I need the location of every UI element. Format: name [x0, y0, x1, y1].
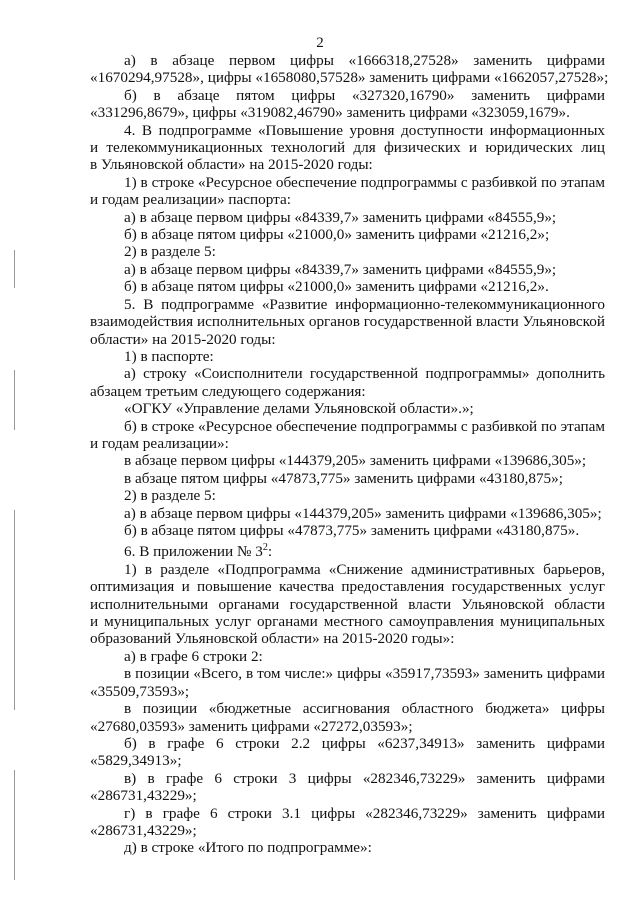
text-line: [90, 104, 605, 121]
text-line: [90, 613, 605, 630]
text-line-content: б) в графе 6 строки 2.2 цифры «6237,34913» заменить цифрами: [124, 734, 605, 752]
text-line-content: «5829,34913»;: [90, 752, 182, 770]
text-line: [90, 839, 605, 856]
text-line: [90, 69, 609, 87]
text-line: [90, 331, 605, 348]
text-line: [90, 122, 605, 139]
text-line-content: а) в абзаце первом цифры «84339,7» заменить цифрами «84555,9»;: [124, 260, 557, 278]
text-line: [90, 296, 605, 313]
text-line-content: а) в графе 6 строки 2:: [124, 647, 263, 665]
text-line: [90, 209, 605, 226]
text-line-content: «35509,73593»;: [90, 682, 190, 700]
text-line: [90, 665, 605, 682]
text-line-content: 5. В подпрограмме «Развитие информационно-телекоммуникационного: [124, 295, 605, 313]
text-line-content: абзацем третьим следующего содержания:: [90, 382, 366, 400]
text-line-content: исполнительными органами государственной власти Ульяновской области: [90, 595, 605, 613]
text-line: [90, 226, 605, 243]
text-line-content: 4. В подпрограмме «Повышение уровня доступности информационных: [124, 121, 605, 139]
text-line-content: б) в абзаце пятом цифры «21000,0» заменить цифрами «21216,2»;: [124, 226, 550, 244]
text-line: [90, 770, 605, 787]
text-line-content: «286731,43229»;: [90, 787, 197, 805]
text-line-content: и годам реализации» паспорта:: [90, 191, 291, 209]
text-line-content: а) в абзаце первом цифры «84339,7» заменить цифрами «84555,9»;: [124, 208, 557, 226]
document-body: [90, 52, 609, 857]
text-line: [90, 630, 605, 647]
text-line: [90, 139, 605, 156]
text-line: [90, 487, 605, 504]
text-line-content: области» на 2015-2020 годы:: [90, 330, 276, 348]
text-line-content: в абзаце первом цифры «144379,205» заменить цифрами «139686,305»;: [124, 452, 587, 470]
text-line: [90, 470, 605, 487]
text-line-content: взаимодействия исполнительных органов государственной власти Ульяновской: [90, 313, 605, 331]
text-line-content: в) в графе 6 строки 3 цифры «282346,73229» заменить цифрами: [124, 769, 605, 787]
text-line: [90, 578, 605, 595]
text-line: [90, 174, 605, 191]
text-line: [90, 805, 605, 822]
text-line-content: 1) в строке «Ресурсное обеспечение подпрограммы с разбивкой по этапам: [124, 173, 605, 191]
text-line-content: образований Ульяновской области» на 2015-2020 годы»:: [90, 630, 455, 648]
text-line: [90, 735, 605, 752]
text-line: [90, 683, 605, 700]
text-line-content: а) в абзаце первом цифры «144379,205» заменить цифрами «139686,305»;: [124, 504, 602, 522]
text-line-content: а) в абзаце первом цифры «1666318,27528» заменить цифрами: [124, 52, 605, 69]
scan-margin-marks: [10, 250, 22, 890]
text-line-content: «331296,8679», цифры «319082,46790» заменить цифрами «323059,1679».: [90, 104, 570, 122]
text-line: [90, 418, 605, 435]
text-line: [90, 383, 605, 400]
text-line: [90, 52, 605, 69]
text-line: [90, 648, 605, 665]
text-line-content: г) в графе 6 строки 3.1 цифры «282346,73229» заменить цифрами: [124, 804, 605, 822]
text-line: [90, 348, 605, 365]
text-line: [90, 539, 605, 560]
text-line: [90, 365, 605, 382]
text-line-content: 1) в паспорте:: [124, 347, 214, 365]
text-line: [90, 435, 605, 452]
text-line: [90, 452, 605, 469]
text-line: [90, 191, 605, 208]
text-line-content: а) строку «Соисполнители государственной подпрограммы» дополнить: [124, 365, 605, 383]
text-line-content: б) в абзаце пятом цифры «21000,0» заменить цифрами «21216,2».: [124, 278, 549, 296]
text-line-content: в позиции «бюджетные ассигнования областного бюджета» цифры: [124, 700, 605, 718]
text-line: [90, 752, 605, 769]
text-line-content: и муниципальных услуг органами местного самоуправления муниципальных: [90, 613, 605, 631]
text-line: [90, 278, 605, 295]
text-line: [90, 261, 605, 278]
page-number: 2: [316, 35, 324, 51]
text-line-content: б) в абзаце пятом цифры «327320,16790» заменить цифрами: [124, 86, 605, 104]
text-line-content: и годам реализации»:: [90, 434, 229, 452]
text-line: [90, 787, 605, 804]
text-line-tail: :: [267, 543, 273, 561]
text-line: [90, 505, 605, 522]
text-line-content: 2) в разделе 5:: [124, 487, 216, 505]
text-line-content: 6. В приложении № 3: [124, 543, 263, 561]
text-line-content: б) в строке «Ресурсное обеспечение подпрограммы с разбивкой по этапам: [124, 417, 605, 435]
text-line: [90, 313, 605, 330]
text-line-content: «1670294,97528», цифры «1658080,57528» заменить цифрами «1662057,27528»;: [90, 69, 609, 87]
text-line-content: «ОГКУ «Управление делами Ульяновской области».»;: [124, 400, 474, 418]
text-line-content: в позиции «Всего, в том числе:» цифры «35917,73593» заменить цифрами: [124, 665, 605, 683]
text-line: [90, 718, 605, 735]
text-line-content: 1) в разделе «Подпрограмма «Снижение административных барьеров,: [124, 560, 605, 578]
text-line-content: б) в абзаце пятом цифры «47873,775» заменить цифрами «43180,875».: [124, 521, 580, 539]
text-line: [90, 243, 605, 260]
text-line: [90, 156, 605, 173]
superscript: 2: [262, 542, 268, 554]
text-line-content: и телекоммуникационных технологий для физических и юридических лиц: [90, 139, 605, 157]
text-line: [90, 561, 605, 578]
text-line: [90, 822, 605, 839]
text-line: [90, 596, 605, 613]
text-line: [90, 522, 605, 539]
text-line-content: «286731,43229»;: [90, 821, 197, 839]
text-line-content: в Ульяновской области» на 2015-2020 годы:: [90, 156, 373, 174]
text-line: [90, 400, 605, 417]
text-line-content: д) в строке «Итого по подпрограмме»:: [124, 839, 372, 857]
text-line-content: в абзаце пятом цифры «47873,775» заменить цифрами «43180,875»;: [124, 469, 563, 487]
text-line: [90, 700, 605, 717]
text-line-content: 2) в разделе 5:: [124, 243, 216, 261]
text-line-content: оптимизация и повышение качества предоставления государственных услуг: [90, 578, 605, 596]
text-line: [90, 87, 605, 104]
text-line-content: «27680,03593» заменить цифрами «27272,03593»;: [90, 717, 413, 735]
